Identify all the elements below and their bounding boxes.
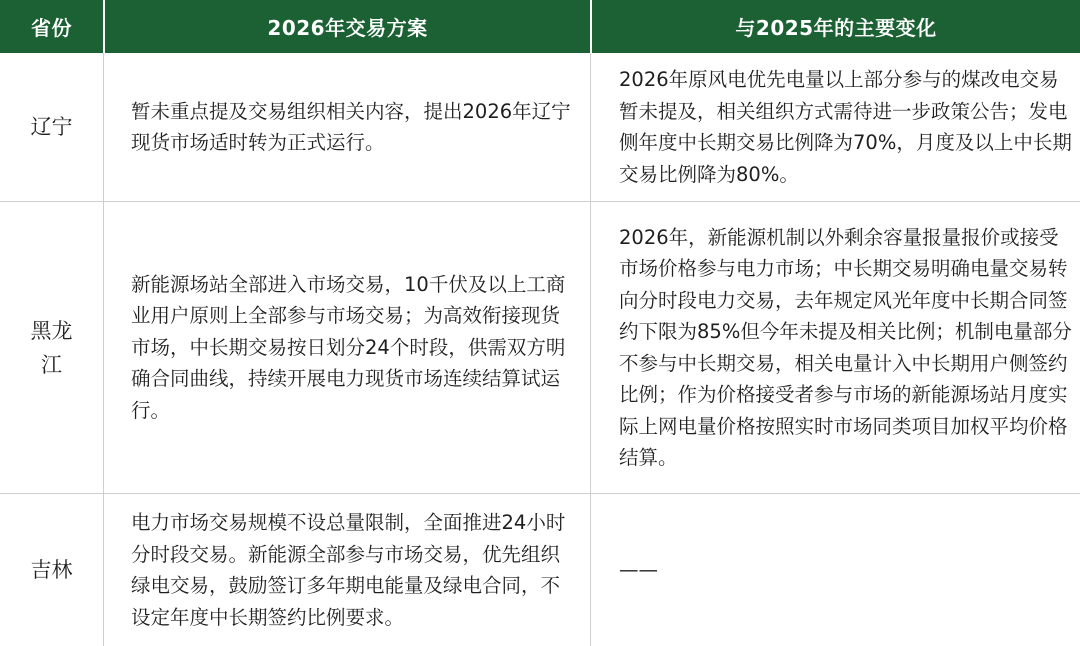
change-text: ——: [619, 558, 658, 582]
table-header: [0, 0, 1080, 53]
change-cell: [590, 202, 1080, 493]
table-row: [0, 494, 1080, 646]
header-plan: 2026年交易方案: [103, 0, 590, 53]
change-cell: [590, 53, 1080, 201]
province-name: 吉林: [30, 558, 73, 582]
province-cell: [0, 202, 103, 493]
plan-cell: [103, 202, 590, 493]
table-row: [0, 53, 1080, 202]
plan-cell: [103, 53, 590, 201]
header-province: 省份: [31, 16, 72, 40]
change-text: 2026年，新能源机制以外剩余容量报量报价或接受市场价格参与电力市场；中长期交易明确电量交易转向分时段电力交易，去年规定风光年度中长期合同签约下限为85%但今年未提及相关比例；机制电量部分不参与中长期交易，相关电量计入中长期用户侧签约比例；作为价格接受者参与市场的新能源场站月度实际上网电量价格按照实时市场同类项目加权平均价格结算。: [619, 225, 1072, 469]
plan-text: 新能源场站全部进入市场交易，10千伏及以上工商业用户原则上全部参与市场交易；为高效衔接现货市场，中长期交易按日划分24个时段，供需双方明确合同曲线，持续开展电力现货市场连续结算试运行。: [131, 272, 566, 422]
province-cell: [0, 53, 103, 201]
change-cell: [590, 494, 1080, 646]
change-text: 2026年原风电优先电量以上部分参与的煤改电交易暂未提及，相关组织方式需待进一步政策公告；发电侧年度中长期交易比例降为70%，月度及以上中长期交易比例降为80%。: [619, 68, 1072, 186]
province-cell: [0, 494, 103, 646]
header-change: 与2025年的主要变化: [590, 0, 1080, 53]
province-name: 辽宁: [30, 115, 73, 139]
table-row: [0, 202, 1080, 494]
plan-cell: [103, 494, 590, 646]
province-name: 黑龙江: [30, 318, 73, 377]
plan-text: 暂未重点提及交易组织相关内容，提出2026年辽宁现货市场适时转为正式运行。: [131, 99, 571, 154]
plan-text: 电力市场交易规模不设总量限制，全面推进24小时分时段交易。新能源全部参与市场交易，优先组织绿电交易，鼓励签订多年期电能量及绿电合同，不设定年度中长期签约比例要求。: [131, 511, 566, 629]
